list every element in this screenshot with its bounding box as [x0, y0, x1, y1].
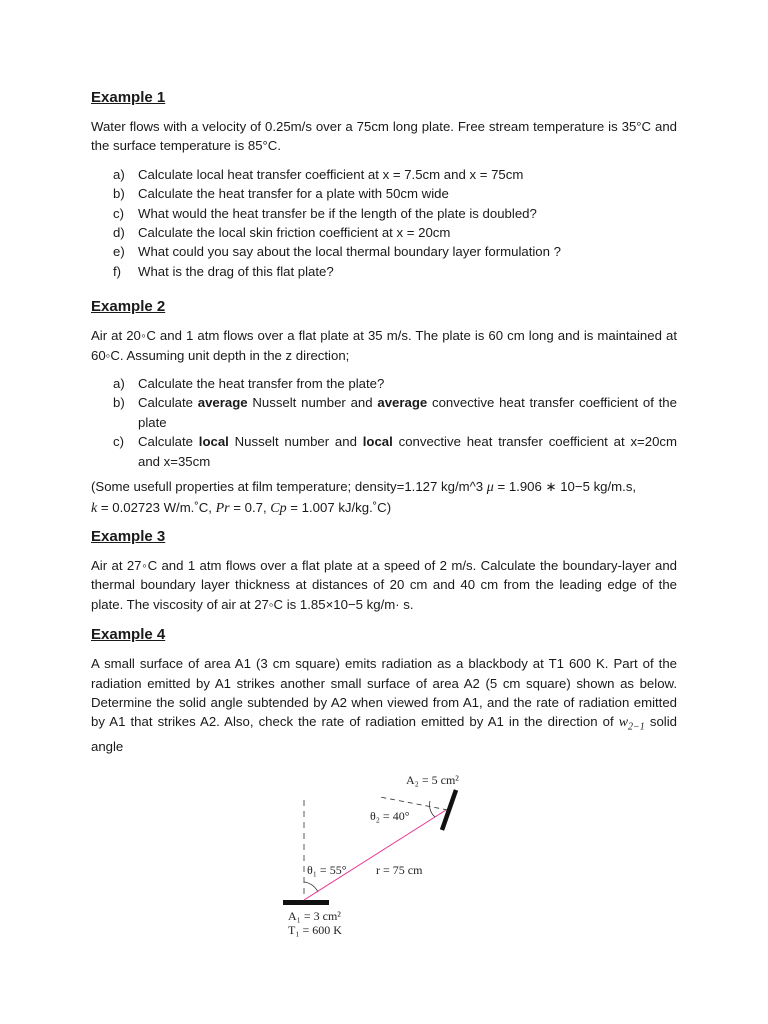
list-item	[113, 262, 677, 281]
text-run: Calculate	[138, 434, 199, 450]
bold-text: average	[377, 395, 428, 411]
list-item	[113, 393, 677, 432]
example-3-text: Air at 27◦C and 1 atm flows over a flat plate at a speed of 2 m/s. Calculate the boundary-layer and thermal boundary layer thickness at distances of 20 cm and 40 cm from the leading edge of the plate. The viscosity of air at 27◦C is 1.85×10−5 kg/m· s.	[91, 557, 677, 612]
example-1-questions	[91, 165, 677, 281]
radiation-diagram	[270, 770, 500, 950]
a2-surface	[442, 790, 456, 830]
radiation-path-line	[304, 810, 446, 900]
example-3-heading: Example 3	[91, 527, 166, 545]
list-item	[113, 223, 677, 242]
list-item-text: What could you say about the local thermal boundary layer formulation ?	[138, 244, 561, 260]
list-item-text: What would the heat transfer be if the length of the plate is doubled?	[138, 205, 537, 221]
document-page	[91, 86, 677, 757]
list-item	[113, 165, 677, 184]
list-item	[113, 432, 677, 471]
text-run: solid angle	[91, 714, 678, 755]
list-item	[113, 204, 677, 223]
example-1-intro: Water flows with a velocity of 0.25m/s over a 75cm long plate. Free stream temperature is 35°C and the surface temperature is 85°C.	[91, 119, 677, 154]
list-marker: b)	[113, 186, 125, 202]
text-run: (Some usefull properties at film temperature; density=1.127 kg/m^3	[91, 479, 487, 495]
a1-label: A₁ = 3 cm²	[288, 909, 341, 923]
text-run: = 1.007 kJ/kg.˚C)	[286, 499, 392, 515]
math-symbol: Cp	[270, 500, 287, 516]
list-item	[113, 374, 677, 393]
text-run: convective heat transfer coefficient at x=20cm and x=35cm	[138, 434, 677, 469]
list-item-text	[138, 434, 677, 468]
list-marker: a)	[113, 166, 125, 182]
text-run: Nusselt number and	[247, 395, 378, 411]
list-item-text	[138, 395, 677, 429]
example-2-heading: Example 2	[91, 298, 166, 316]
list-item-text: Calculate the heat transfer from the plate?	[138, 376, 385, 392]
text-run: = 0.02723 W/m.˚C,	[97, 499, 216, 515]
list-marker: a)	[113, 376, 125, 392]
list-marker: f)	[113, 263, 122, 279]
theta2-label: θ₂ = 40°	[370, 809, 410, 823]
a2-label: A₂ = 5 cm²	[406, 773, 459, 787]
example-1-heading: Example 1	[91, 89, 166, 106]
text-run: convective heat transfer coefficient of the plate	[138, 395, 677, 430]
r-label: r = 75 cm	[376, 863, 423, 877]
example-2-questions	[91, 374, 677, 471]
list-item-text: Calculate local heat transfer coefficient at x = 7.5cm and x = 75cm	[138, 166, 524, 182]
list-item-text: Calculate the local skin friction coefficient at x = 20cm	[138, 225, 451, 241]
example-4-heading: Example 4	[91, 626, 166, 644]
theta1-label: θ₁ = 55°	[307, 863, 347, 877]
list-item	[113, 184, 677, 203]
math-subscript: 2−1	[628, 721, 645, 733]
theta1-arc	[304, 882, 318, 892]
text-run: Calculate	[138, 395, 198, 411]
bold-text: local	[198, 434, 229, 450]
math-symbol: w	[618, 715, 629, 731]
list-marker: e)	[113, 244, 125, 260]
list-marker: d)	[113, 225, 125, 241]
text-run: = 1.906 ∗ 10−5 kg/m.s,	[493, 479, 637, 495]
list-item-text: Calculate the heat transfer for a plate with 50cm wide	[138, 186, 449, 202]
text-run: = 0.7,	[229, 499, 271, 515]
bold-text: local	[362, 434, 393, 450]
bold-text: average	[197, 395, 248, 411]
list-item	[113, 242, 677, 261]
example-4-text	[91, 654, 677, 757]
theta2-arc	[430, 801, 435, 817]
text-run: A small surface of area A1 (3 cm square) emits radiation as a blackbody at T1 600 K. Part of the radiation emitted by A1 strikes another small surface of area A2 (5 cm square) shown as below. Determine the solid angle subtended by A2 when viewed from A1, and the rate of radiation emitted by A1 that strikes A2. Also, check the rate of radiation emitted by A1 in the direction of	[91, 656, 677, 730]
list-marker: c)	[113, 205, 124, 221]
list-item-text: What is the drag of this flat plate?	[138, 263, 334, 279]
math-symbol: k	[91, 500, 98, 516]
math-symbol: μ	[486, 480, 494, 496]
list-marker: c)	[113, 434, 124, 450]
a1-surface	[283, 900, 329, 905]
example-2-properties-note	[91, 477, 677, 518]
example-2-intro: Air at 20◦C and 1 atm flows over a flat plate at 35 m/s. The plate is 60 cm long and is maintained at 60◦C. Assuming unit depth in the z direction;	[91, 328, 677, 363]
math-symbol: Pr	[215, 500, 230, 516]
text-run: Nusselt number and	[228, 434, 363, 450]
list-marker: b)	[113, 395, 125, 411]
t1-label: T₁ = 600 K	[288, 923, 342, 937]
